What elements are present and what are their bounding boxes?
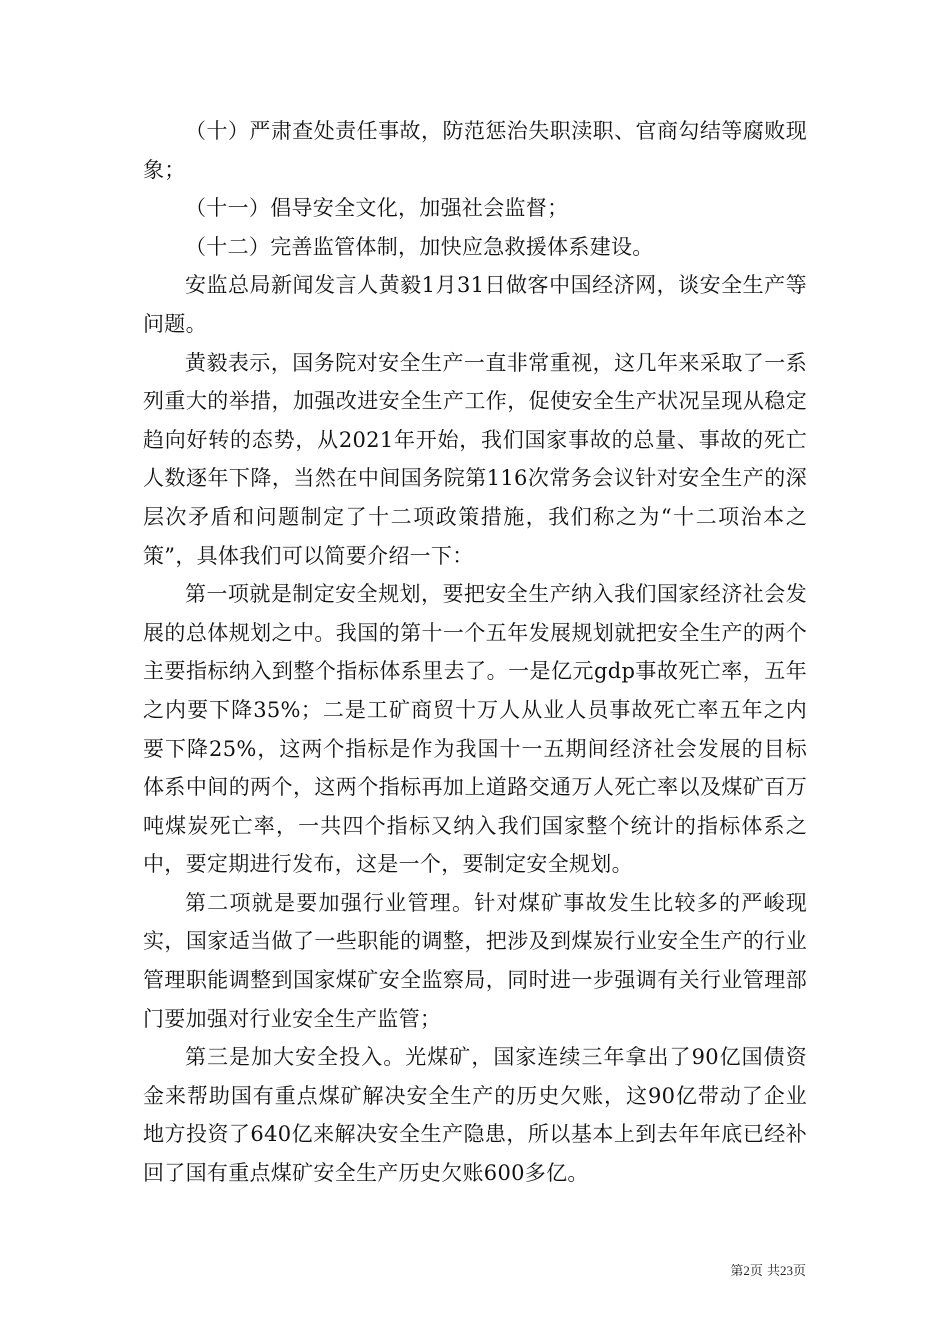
footer-page-number: 2 — [743, 1263, 750, 1278]
paragraph: 第三是加大安全投入。光煤矿，国家连续三年拿出了90亿国债资金来帮助国有重点煤矿解决安全生产的历史欠账，这90亿带动了企业地方投资了640亿来解决安全生产隐患，所以基本上到去年年底已经补回了国有重点煤矿安全生产历史欠账600多亿。 — [143, 1045, 807, 1186]
footer-total-pages: 23 — [779, 1263, 793, 1278]
paragraph: （十）严肃查处责任事故，防范惩治失职渎职、官商勾结等腐败现象； — [143, 119, 807, 182]
paragraph: 第二项就是要加强行业管理。针对煤矿事故发生比较多的严峻现实，国家适当做了一些职能的调整，把涉及到煤炭行业安全生产的行业管理职能调整到国家煤矿安全监察局，同时进一步强调有关行业管理部门要加强对行业安全生产监管； — [143, 890, 807, 1031]
footer-prefix: 第 — [730, 1264, 744, 1279]
paragraph: 安监总局新闻发言人黄毅1月31日做客中国经济网，谈安全生产等问题。 — [143, 273, 807, 336]
paragraph: （十二）完善监管体制，加快应急救援体系建设。 — [185, 234, 654, 259]
footer-suffix: 页 — [792, 1264, 806, 1279]
footer-middle: 页 共 — [749, 1264, 780, 1279]
document-body — [143, 112, 807, 1193]
paragraph: 第一项就是制定安全规划，要把安全生产纳入我们国家经济社会发展的总体规划之中。我国的第十一个五年发展规划就把安全生产的两个主要指标纳入到整个指标体系里去了。一是亿元gdp事故死亡率，五年之内要下降35%；二是工矿商贸十万人从业人员事故死亡率五年之内要下降25%，这两个指标是作为我国十一五期间经济社会发展的目标体系中间的两个，这两个指标再加上道路交通万人死亡率以及煤矿百万吨煤炭死亡率，一共四个指标又纳入我们国家整个统计的指标体系之中，要定期进行发布，这是一个，要制定安全规划。 — [143, 582, 807, 877]
paragraph: （十一）倡导安全文化，加强社会监督； — [185, 196, 569, 221]
page-footer — [0, 1260, 806, 1279]
paragraph: 黄毅表示，国务院对安全生产一直非常重视，这几年来采取了一系列重大的举措，加强改进安全生产工作，促使安全生产状况呈现从稳定趋向好转的态势，从2021年开始，我们国家事故的总量、事故的死亡人数逐年下降，当然在中间国务院第116次常务会议针对安全生产的深层次矛盾和问题制定了十二项政策措施，我们称之为“十二项治本之策”，具体我们可以简要介绍一下： — [143, 350, 807, 568]
